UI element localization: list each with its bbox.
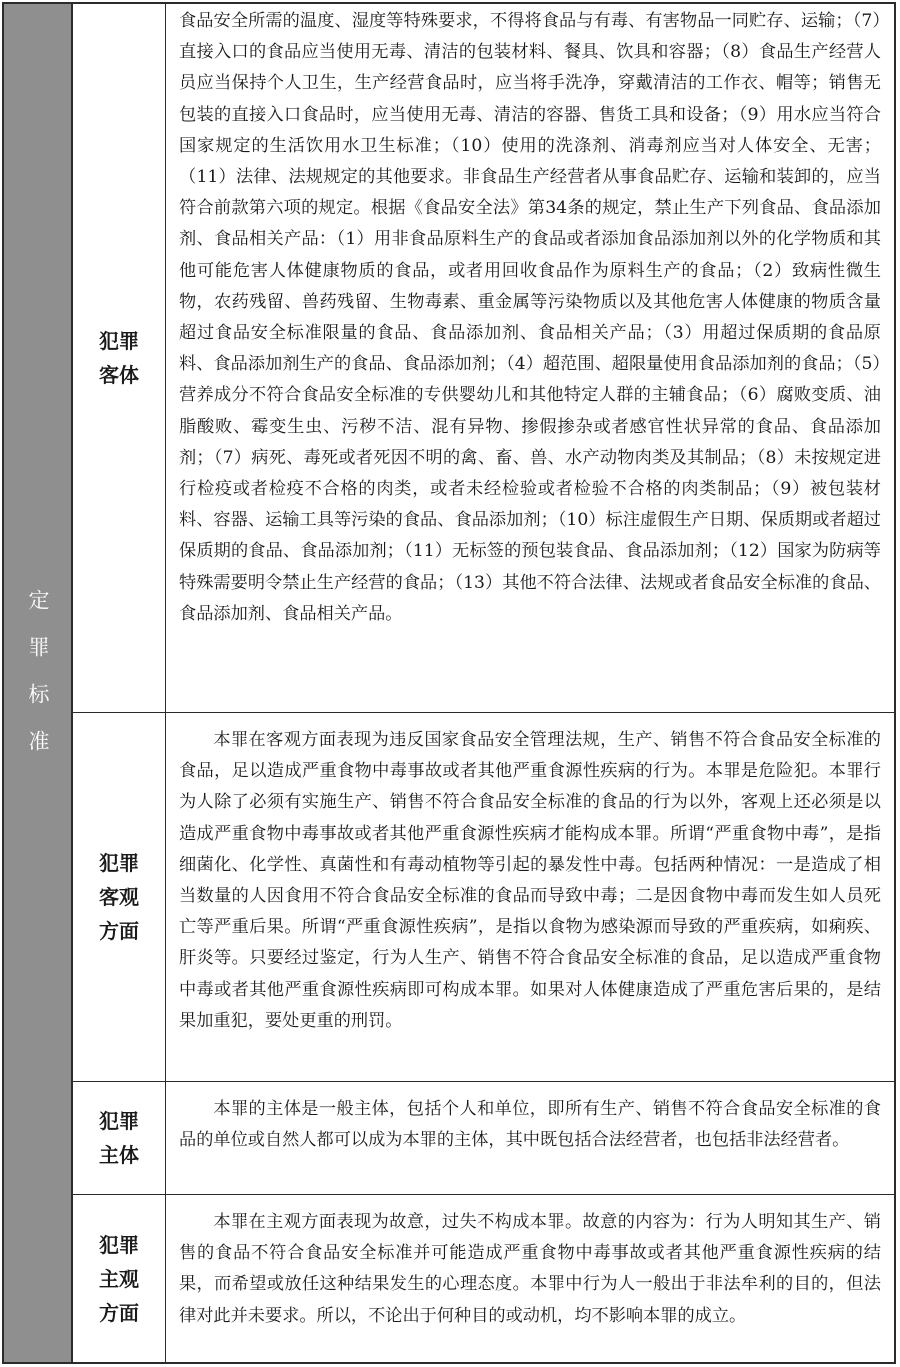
- label-line: 方面: [99, 1300, 139, 1325]
- label-line: 方面: [99, 919, 139, 943]
- content-criminal-object: 食品安全所需的温度、湿度等特殊要求，不得将食品与有毒、有害物品一同贮存、运输；（7）直接入口的食品应当使用无毒、清洁的包装材料、餐具、饮具和容器；（8）食品生产经营人员应当保持个人卫生，生产经营食品时，应当将手洗净，穿戴清洁的工作衣、帽等；销售无包装的直接入口食品时，应当使用无毒、清洁的容器、售货工具和设备；（9）用水应当符合国家规定的生活饮用水卫生标准；（10）使用的洗涤剂、消毒剂应当对人体安全、无害；（11）法律、法规规定的其他要求。非食品生产经营者从事食品贮存、运输和装卸的，应当符合前款第六项的规定。根据《食品安全法》第34条的规定，禁止生产下列食品、食品添加剂、食品相关产品：（1）用非食品原料生产的食品或者添加食品添加剂以外的化学物质和其他可能危害人体健康物质的食品，或者用回收食品作为原料生产的食品；（2）致病性微生物，农药残留、兽药残留、生物毒素、重金属等污染物质以及其他危害人体健康的物质含量超过食品安全标准限量的食品、食品添加剂、食品相关产品；（3）用超过保质期的食品原料、食品添加剂生产的食品、食品添加剂；（4）超范围、超限量使用食品添加剂的食品；（5）营养成分不符合食品安全标准的专供婴幼儿和其他特定人群的主辅食品；（6）腐败变质、油脂酸败、霉变生虫、污秽不洁、混有异物、掺假掺杂或者感官性状异常的食品、食品添加剂；（7）病死、毒死或者死因不明的禽、畜、兽、水产动物肉类及其制品；（8）未按规定进行检疫或者检疫不合格的肉类，或者未经检验或者检验不合格的肉类制品；（9）被包装材料、容器、运输工具等污染的食品、食品添加剂；（10）标注虚假生产日期、保质期或者超过保质期的食品、食品添加剂；（11）无标签的预包装食品、食品添加剂；（12）国家为防病等特殊需要明令禁止生产经营的食品；（13）其他不符合法律、法规或者食品安全标准的食品、食品添加剂、食品相关产品。: [166, 4, 894, 713]
- section-title: 定罪标准: [26, 589, 50, 777]
- label-line: 犯罪: [99, 851, 139, 875]
- label-line: 犯罪: [99, 329, 139, 353]
- label-line: 主体: [99, 1143, 139, 1167]
- label-line: 犯罪: [99, 1109, 139, 1133]
- content-subjective-aspect: 本罪在主观方面表现为故意，过失不构成本罪。故意的内容为：行为人明知其生产、销售的食品不符合食品安全标准并可能造成严重食物中毒事故或者其他严重食源性疾病的结果，而希望或放任这种结果发生的心理态度。本罪中行为人一般出于非法牟利的目的，但法律对此并未要求。所以，不论出于何种目的或动机，均不影响本罪的成立。: [179, 1212, 881, 1326]
- label-objective-aspect: [73, 713, 166, 1082]
- content-criminal-subject: 本罪的主体是一般主体，包括个人和单位，即所有生产、销售不符合食品安全标准的食品的单位或自然人都可以成为本罪的主体，其中既包括合法经营者，也包括非法经营者。: [166, 1082, 894, 1195]
- label-line: 犯罪: [99, 1232, 139, 1257]
- label-line: 客观: [99, 885, 139, 909]
- label-line: 主观: [99, 1266, 139, 1291]
- label-criminal-object: [73, 4, 166, 713]
- label-subjective-aspect: [73, 1195, 166, 1362]
- label-criminal-subject: [73, 1082, 166, 1195]
- content-objective-aspect: 本罪在客观方面表现为违反国家食品安全管理法规，生产、销售不符合食品安全标准的食品，足以造成严重食物中毒事故或者其他严重食源性疾病的行为。本罪是危险犯。本罪行为人除了必须有实施生产、销售不符合食品安全标准的食品的行为以外，客观上还必须是以造成严重食物中毒事故或者其他严重食源性疾病才能构成本罪。所谓“严重食物中毒”，是指细菌化、化学性、真菌性和有毒动植物等引起的暴发性中毒。包括两种情况：一是造成了相当数量的人因食用不符合食品安全标准的食品而导致中毒；二是因食物中毒而发生如人员死亡等严重后果。所谓“严重食源性疾病”，是指以食物为感染源而导致的严重疾病，如痢疾、肝炎等。只要经过鉴定，行为人生产、销售不符合食品安全标准的食品，足以造成严重食物中毒或者其他严重食源性疾病即可构成本罪。如果对人体健康造成了严重危害后果的，是结果加重犯，要处更重的刑罚。: [166, 713, 894, 1082]
- section-title-cell: [4, 4, 73, 1362]
- label-line: 客体: [99, 363, 139, 387]
- criteria-table: [2, 2, 896, 1364]
